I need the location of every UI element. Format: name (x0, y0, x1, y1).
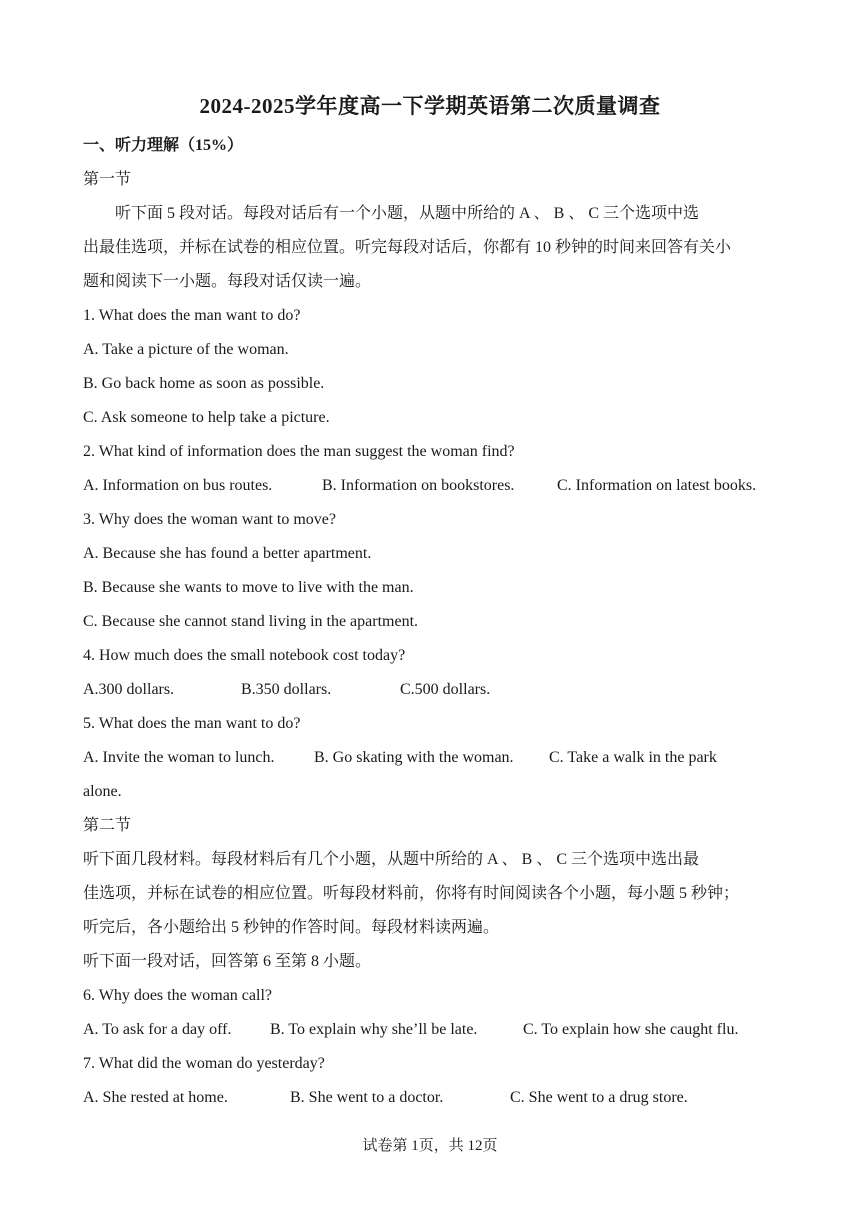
option-b: B. Information on bookstores. (322, 477, 515, 494)
option-a: A. Take a picture of the woman. (83, 341, 289, 358)
section2-label: 第二节 (83, 817, 132, 834)
question-stem: 5. What does the man want to do? (83, 715, 301, 732)
option-c: C. To explain how she caught flu. (523, 1021, 739, 1038)
question-stem: 2. What kind of information does the man suggest the woman find? (83, 443, 515, 460)
part1-heading: 一、听力理解（15%） (83, 137, 244, 154)
option-a: A. To ask for a day off. (83, 1021, 232, 1038)
page-footer: 试卷第 1页，共 12页 (362, 1138, 498, 1154)
option-b: B. Because she wants to move to live with the man. (83, 579, 414, 596)
section2-instruction-line: 听完后，各小题给出 5 秒钟的作答时间。每段材料读两遍。 (83, 919, 500, 936)
option-b: B. Go back home as soon as possible. (83, 375, 325, 392)
option-a: A. She rested at home. (83, 1089, 228, 1106)
option-b: B.350 dollars. (241, 681, 332, 698)
section2-instruction-line: 佳选项，并标在试卷的相应位置。听每段材料前，你将有时间阅读各个小题，每小题 5 秒钟； (83, 885, 740, 902)
option-b: B. She went to a doctor. (290, 1089, 444, 1106)
section2-instruction-line: 听下面几段材料。每段材料后有几个小题，从题中所给的 A 、 B 、 C 三个选项中选出最 (83, 851, 700, 868)
option-c: C. She went to a drug store. (510, 1089, 688, 1106)
option-a: A. Invite the woman to lunch. (83, 749, 275, 766)
section1-label: 第一节 (83, 171, 132, 188)
option-c: C. Because she cannot stand living in the apartment. (83, 613, 419, 630)
question-stem: 7. What did the woman do yesterday? (83, 1055, 325, 1072)
option-c-continued: alone. (83, 783, 122, 800)
option-c: C. Ask someone to help take a picture. (83, 409, 330, 426)
section1-instruction-line: 听下面 5 段对话。每段对话后有一个小题，从题中所给的 A 、 B 、 C 三个选项中选 (115, 205, 700, 222)
question-stem: 3. Why does the woman want to move? (83, 511, 336, 528)
option-c: C.500 dollars. (400, 681, 491, 698)
section1-instruction-line: 题和阅读下一小题。每段对话仅读一遍。 (83, 273, 372, 290)
option-a: A.300 dollars. (83, 681, 175, 698)
group-note: 听下面一段对话，回答第 6 至第 8 小题。 (83, 953, 372, 970)
option-a: A. Information on bus routes. (83, 477, 273, 494)
question-stem: 6. Why does the woman call? (83, 987, 272, 1004)
question-stem: 4. How much does the small notebook cost today? (83, 647, 406, 664)
option-b: B. To explain why she’ll be late. (270, 1021, 478, 1038)
option-c: C. Information on latest books. (557, 477, 757, 494)
option-b: B. Go skating with the woman. (314, 749, 514, 766)
section1-instruction-line: 出最佳选项，并标在试卷的相应位置。听完每段对话后，你都有 10 秒钟的时间来回答有关小 (83, 239, 732, 256)
question-stem: 1. What does the man want to do? (83, 307, 301, 324)
exam-title: 2024-2025学年度高一下学期英语第二次质量调查 (199, 94, 661, 118)
option-c: C. Take a walk in the park (549, 749, 717, 766)
option-a: A. Because she has found a better apartment. (83, 545, 372, 562)
